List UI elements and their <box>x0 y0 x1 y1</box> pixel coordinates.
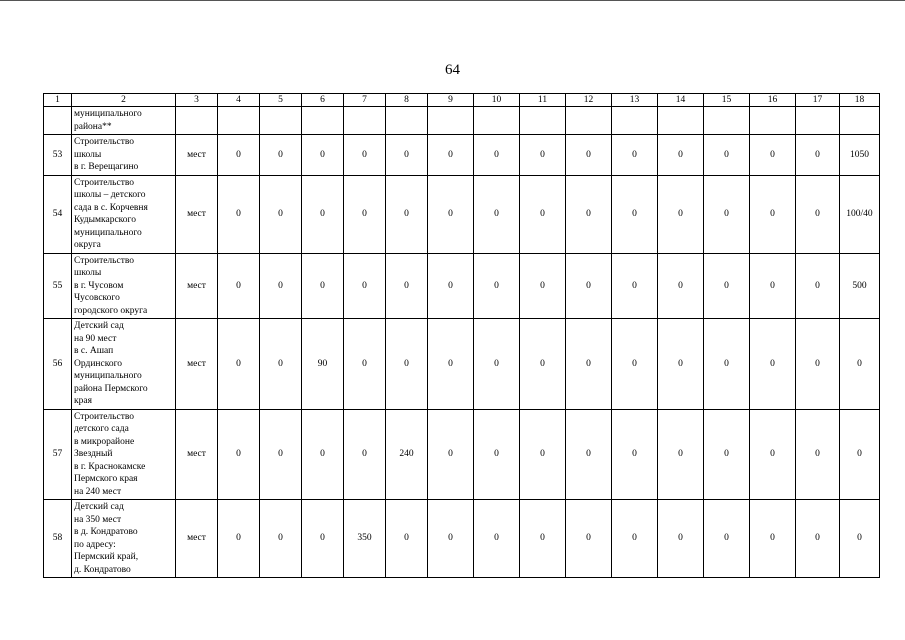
value-cell-col-8: 0 <box>386 319 428 410</box>
value-cell-col-11: 0 <box>520 319 566 410</box>
value-cell-col-13: 0 <box>612 500 658 578</box>
column-header-10: 10 <box>474 94 520 107</box>
unit-cell: мест <box>176 253 218 319</box>
value-cell-col-7: 0 <box>344 409 386 500</box>
value-cell-col-11: 0 <box>520 409 566 500</box>
project-name-cell: Детский сад на 90 мест в с. Ашап Ординского муниципального района Пермского края <box>72 319 176 410</box>
value-cell-col-7: 350 <box>344 500 386 578</box>
table-row <box>44 319 880 410</box>
table-row <box>44 500 880 578</box>
row-number-cell: 55 <box>44 253 72 319</box>
value-cell-col-4: 0 <box>218 135 260 176</box>
value-cell-col-7: 0 <box>344 253 386 319</box>
column-header-5: 5 <box>260 94 302 107</box>
continuation-row <box>44 107 880 135</box>
value-cell-col-9: 0 <box>428 500 474 578</box>
continuation-cell <box>260 107 302 135</box>
value-cell-col-6: 90 <box>302 319 344 410</box>
value-cell-col-15: 0 <box>704 319 750 410</box>
value-cell-col-16: 0 <box>750 135 796 176</box>
project-name-cell: Строительство школы в г. Чусовом Чусовского городского округа <box>72 253 176 319</box>
value-cell-col-14: 0 <box>658 135 704 176</box>
project-name-cell: Строительство школы – детского сада в с. Корчевня Кудымкарского муниципального округа <box>72 175 176 253</box>
value-cell-col-16: 0 <box>750 253 796 319</box>
value-cell-col-8: 0 <box>386 500 428 578</box>
value-cell-col-4: 0 <box>218 319 260 410</box>
value-cell-col-11: 0 <box>520 253 566 319</box>
column-header-17: 17 <box>796 94 840 107</box>
value-cell-col-6: 0 <box>302 135 344 176</box>
value-cell-col-8: 240 <box>386 409 428 500</box>
table-row <box>44 253 880 319</box>
value-cell-col-9: 0 <box>428 253 474 319</box>
continuation-cell <box>176 107 218 135</box>
column-header-6: 6 <box>302 94 344 107</box>
value-cell-col-5: 0 <box>260 409 302 500</box>
continuation-cell <box>704 107 750 135</box>
value-cell-col-10: 0 <box>474 175 520 253</box>
value-cell-col-18: 100/40 <box>840 175 880 253</box>
column-header-2: 2 <box>72 94 176 107</box>
value-cell-col-16: 0 <box>750 409 796 500</box>
row-number-cell: 57 <box>44 409 72 500</box>
value-cell-col-17: 0 <box>796 253 840 319</box>
value-cell-col-4: 0 <box>218 409 260 500</box>
value-cell-col-17: 0 <box>796 500 840 578</box>
continuation-cell <box>612 107 658 135</box>
value-cell-col-14: 0 <box>658 409 704 500</box>
unit-cell: мест <box>176 135 218 176</box>
column-header-1: 1 <box>44 94 72 107</box>
continuation-cell <box>750 107 796 135</box>
project-name-cell: Строительство школы в г. Верещагино <box>72 135 176 176</box>
continuation-cell <box>44 107 72 135</box>
value-cell-col-13: 0 <box>612 319 658 410</box>
value-cell-col-16: 0 <box>750 500 796 578</box>
value-cell-col-8: 0 <box>386 175 428 253</box>
value-cell-col-6: 0 <box>302 409 344 500</box>
row-number-cell: 56 <box>44 319 72 410</box>
column-header-16: 16 <box>750 94 796 107</box>
value-cell-col-13: 0 <box>612 253 658 319</box>
column-header-14: 14 <box>658 94 704 107</box>
continuation-cell <box>658 107 704 135</box>
value-cell-col-4: 0 <box>218 500 260 578</box>
value-cell-col-18: 0 <box>840 409 880 500</box>
value-cell-col-9: 0 <box>428 175 474 253</box>
value-cell-col-16: 0 <box>750 319 796 410</box>
value-cell-col-12: 0 <box>566 135 612 176</box>
unit-cell: мест <box>176 175 218 253</box>
column-header-18: 18 <box>840 94 880 107</box>
value-cell-col-7: 0 <box>344 175 386 253</box>
value-cell-col-18: 1050 <box>840 135 880 176</box>
table-row <box>44 135 880 176</box>
value-cell-col-18: 0 <box>840 500 880 578</box>
value-cell-col-13: 0 <box>612 409 658 500</box>
value-cell-col-5: 0 <box>260 135 302 176</box>
value-cell-col-15: 0 <box>704 253 750 319</box>
value-cell-col-5: 0 <box>260 319 302 410</box>
value-cell-col-10: 0 <box>474 253 520 319</box>
project-name-cell: Строительство детского сада в микрорайоне Звездный в г. Краснокамске Пермского края на 240 мест <box>72 409 176 500</box>
value-cell-col-8: 0 <box>386 253 428 319</box>
value-cell-col-9: 0 <box>428 409 474 500</box>
header-row <box>44 94 880 107</box>
page-number: 64 <box>445 62 460 78</box>
value-cell-col-18: 0 <box>840 319 880 410</box>
continuation-cell <box>302 107 344 135</box>
column-header-15: 15 <box>704 94 750 107</box>
continuation-cell <box>218 107 260 135</box>
value-cell-col-14: 0 <box>658 500 704 578</box>
value-cell-col-6: 0 <box>302 253 344 319</box>
value-cell-col-15: 0 <box>704 175 750 253</box>
value-cell-col-11: 0 <box>520 500 566 578</box>
value-cell-col-17: 0 <box>796 319 840 410</box>
continuation-cell <box>796 107 840 135</box>
value-cell-col-14: 0 <box>658 319 704 410</box>
top-edge-line <box>0 0 905 1</box>
value-cell-col-7: 0 <box>344 319 386 410</box>
continuation-cell <box>520 107 566 135</box>
column-header-11: 11 <box>520 94 566 107</box>
value-cell-col-16: 0 <box>750 175 796 253</box>
continuation-cell <box>428 107 474 135</box>
value-cell-col-6: 0 <box>302 500 344 578</box>
value-cell-col-10: 0 <box>474 409 520 500</box>
value-cell-col-12: 0 <box>566 175 612 253</box>
value-cell-col-12: 0 <box>566 409 612 500</box>
row-number-cell: 54 <box>44 175 72 253</box>
value-cell-col-5: 0 <box>260 500 302 578</box>
value-cell-col-15: 0 <box>704 135 750 176</box>
value-cell-col-11: 0 <box>520 175 566 253</box>
value-cell-col-10: 0 <box>474 500 520 578</box>
unit-cell: мест <box>176 409 218 500</box>
column-header-7: 7 <box>344 94 386 107</box>
value-cell-col-11: 0 <box>520 135 566 176</box>
table-body <box>44 107 880 578</box>
value-cell-col-10: 0 <box>474 319 520 410</box>
column-header-8: 8 <box>386 94 428 107</box>
column-header-13: 13 <box>612 94 658 107</box>
value-cell-col-4: 0 <box>218 175 260 253</box>
row-number-cell: 53 <box>44 135 72 176</box>
column-header-12: 12 <box>566 94 612 107</box>
project-name-cell: Детский сад на 350 мест в д. Кондратово по адресу: Пермский край, д. Кондратово <box>72 500 176 578</box>
value-cell-col-5: 0 <box>260 253 302 319</box>
data-table <box>43 93 880 578</box>
continuation-cell <box>386 107 428 135</box>
value-cell-col-9: 0 <box>428 319 474 410</box>
value-cell-col-14: 0 <box>658 253 704 319</box>
table-row <box>44 175 880 253</box>
table-row <box>44 409 880 500</box>
value-cell-col-17: 0 <box>796 409 840 500</box>
value-cell-col-12: 0 <box>566 500 612 578</box>
value-cell-col-12: 0 <box>566 319 612 410</box>
value-cell-col-15: 0 <box>704 409 750 500</box>
value-cell-col-12: 0 <box>566 253 612 319</box>
continuation-name-cell: муниципального района** <box>72 107 176 135</box>
value-cell-col-7: 0 <box>344 135 386 176</box>
column-header-4: 4 <box>218 94 260 107</box>
column-header-9: 9 <box>428 94 474 107</box>
value-cell-col-17: 0 <box>796 135 840 176</box>
value-cell-col-4: 0 <box>218 253 260 319</box>
continuation-cell <box>474 107 520 135</box>
value-cell-col-5: 0 <box>260 175 302 253</box>
value-cell-col-13: 0 <box>612 175 658 253</box>
value-cell-col-6: 0 <box>302 175 344 253</box>
value-cell-col-8: 0 <box>386 135 428 176</box>
continuation-cell <box>344 107 386 135</box>
value-cell-col-14: 0 <box>658 175 704 253</box>
unit-cell: мест <box>176 319 218 410</box>
unit-cell: мест <box>176 500 218 578</box>
value-cell-col-10: 0 <box>474 135 520 176</box>
continuation-cell <box>566 107 612 135</box>
value-cell-col-9: 0 <box>428 135 474 176</box>
continuation-cell <box>840 107 880 135</box>
value-cell-col-13: 0 <box>612 135 658 176</box>
value-cell-col-15: 0 <box>704 500 750 578</box>
value-cell-col-18: 500 <box>840 253 880 319</box>
column-header-3: 3 <box>176 94 218 107</box>
value-cell-col-17: 0 <box>796 175 840 253</box>
row-number-cell: 58 <box>44 500 72 578</box>
